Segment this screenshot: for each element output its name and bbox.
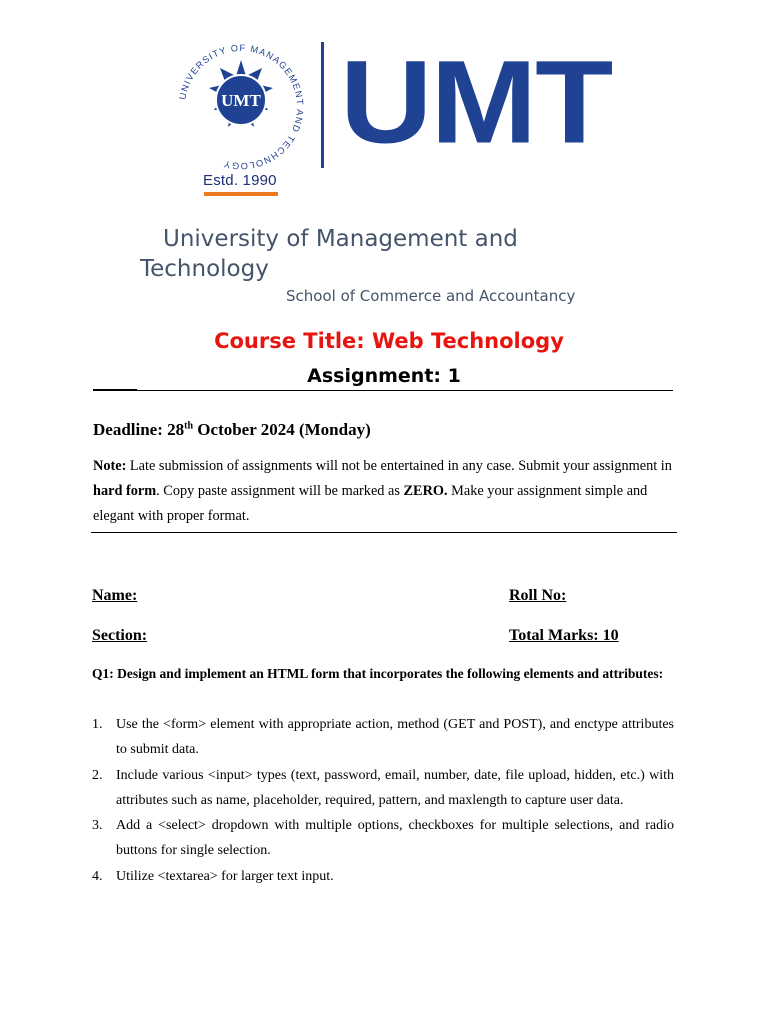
- deadline-prefix: Deadline: 28: [93, 420, 185, 439]
- roll-no-label: Roll No:: [509, 587, 567, 604]
- item-text: Add a <select> dropdown with multiple options, checkboxes for multiple selections, and radio buttons for single selection.: [116, 818, 674, 859]
- question-title: Q1: Design and implement an HTML form that incorporates the following elements and attributes:: [92, 666, 664, 681]
- list-item: [92, 763, 674, 814]
- university-name-line1: University of Management and: [163, 226, 518, 252]
- section-label: Section:: [92, 627, 148, 644]
- item-number: 3.: [92, 818, 103, 834]
- note-bold-zero: ZERO.: [403, 483, 448, 499]
- deadline: [93, 420, 371, 440]
- deadline-suffix: October 2024 (Monday): [193, 420, 371, 439]
- umt-wordmark: UMT: [340, 36, 612, 169]
- item-text: Utilize <textarea> for larger text input.: [116, 868, 334, 884]
- seal-center-text: UMT: [221, 91, 261, 110]
- item-number: 2.: [92, 767, 103, 783]
- list-item: [92, 864, 674, 889]
- item-text: Include various <input> types (text, password, email, number, date, file upload, hidden, etc.) with attributes such as name, placeholder, required, pattern, and maxlength to capture user data.: [116, 767, 674, 808]
- list-item: [92, 813, 674, 864]
- seal-ring-text: UNIVERSITY OF MANAGEMENT AND TECHNOLOGY: [177, 42, 306, 172]
- deadline-sup: th: [184, 420, 194, 432]
- logo-divider: [321, 42, 324, 168]
- assignment-heading: Assignment: 1: [307, 365, 461, 387]
- note-text-3: Make your assignment simple and elegant with proper format.: [93, 483, 648, 524]
- section-rule: [91, 532, 677, 533]
- note-bold-hard-form: hard form: [93, 483, 157, 499]
- estd-underline: [204, 192, 278, 196]
- item-number: 1.: [92, 717, 103, 732]
- header-rule: [93, 390, 673, 391]
- item-text: Use the <form> element with appropriate action, method (GET and POST), and enctype attributes to submit data.: [116, 717, 674, 758]
- header-rule-accent: [93, 389, 137, 390]
- name-label: Name:: [92, 587, 138, 604]
- question-list: [92, 712, 674, 889]
- note-text-1: Late submission of assignments will not be entertained in any case. Submit your assignment in: [126, 458, 672, 474]
- university-seal-logo: [172, 38, 310, 176]
- item-number: 4.: [92, 868, 103, 884]
- total-marks-label: Total Marks: 10: [509, 627, 619, 644]
- established-year: Estd. 1990: [203, 172, 277, 189]
- list-item: [92, 712, 674, 763]
- school-name: School of Commerce and Accountancy: [286, 287, 576, 305]
- submission-note: [93, 454, 683, 529]
- note-label: Note:: [93, 458, 127, 474]
- university-name-line2: Technology: [140, 256, 269, 282]
- course-title: Course Title: Web Technology: [214, 329, 564, 353]
- note-text-2: . Copy paste assignment will be marked as: [156, 483, 404, 499]
